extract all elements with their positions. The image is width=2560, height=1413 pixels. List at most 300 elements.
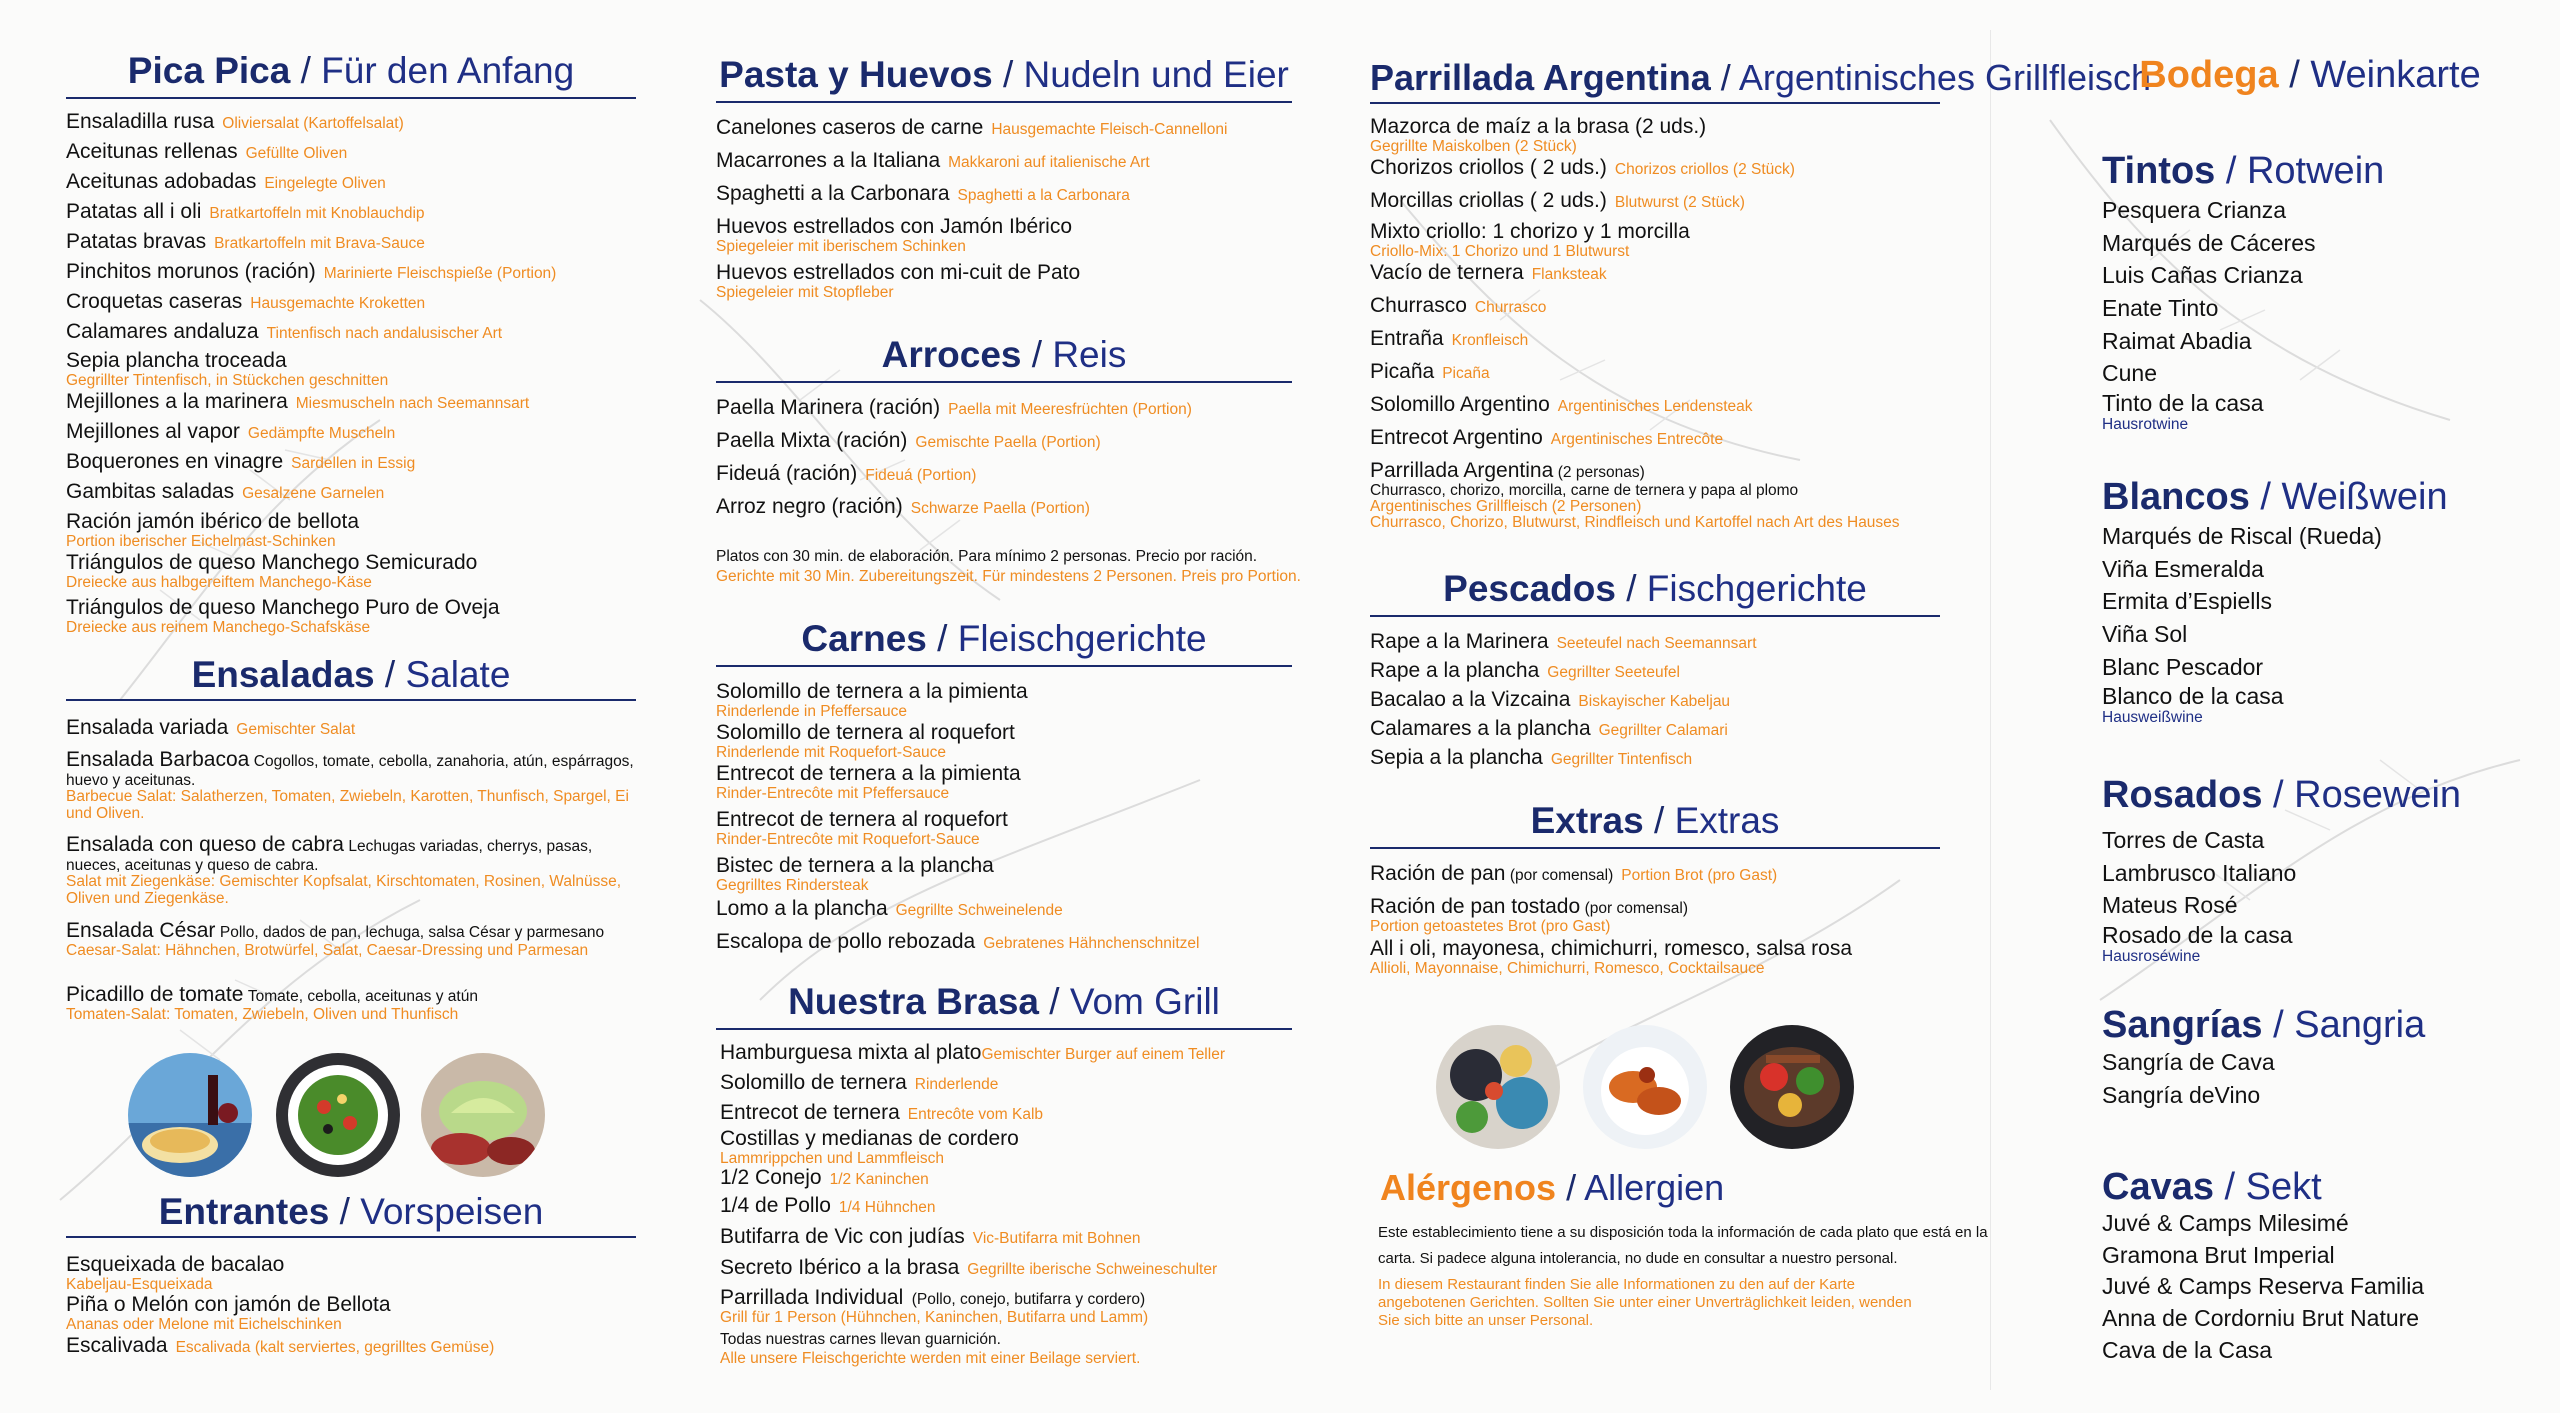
menu-item — [720, 1042, 1292, 1072]
menu-item — [720, 1072, 1292, 1102]
menu-list — [66, 111, 636, 638]
heading-es: Rosados — [2102, 774, 2263, 816]
dish-name: Gambitas saladas — [66, 480, 235, 503]
heading-de: Rotwein — [2246, 150, 2385, 192]
heading-de: Fischgerichte — [1646, 568, 1867, 609]
dish-translation: Gemischter Salat — [236, 721, 356, 738]
wine-item: Blanc Pescador — [2102, 653, 2264, 680]
wine-group-heading — [2102, 1006, 2425, 1044]
menu-item — [66, 231, 636, 261]
dish-translation: Gegrillte iberische Schweineschulter — [967, 1261, 1218, 1278]
wine-subnote: Hausroséwine — [2102, 947, 2201, 965]
wine-list — [2102, 194, 2384, 431]
dish-name: Picadillo de tomate — [66, 983, 244, 1006]
dish-translation: Argentinisches Lendensteak — [1557, 398, 1753, 415]
dish-translation: Criollo-Mix: 1 Chorizo und 1 Blutwurst — [1370, 242, 1630, 260]
dish-description: (por comensal) — [1509, 867, 1614, 884]
dish-translation: Seeteufel nach Seemannsart — [1556, 635, 1757, 652]
dish-translation: Gegrillter Calamari — [1598, 722, 1728, 739]
menu-item — [716, 397, 1292, 430]
dish-name: Mixto criollo: 1 chorizo y 1 morcilla — [1370, 220, 1690, 243]
menu-item — [66, 920, 636, 984]
dish-translation: Gemischte Paella (Portion) — [915, 434, 1101, 451]
heading-separator: / — [1049, 981, 1060, 1022]
wine-item: Viña Esmeralda — [2102, 555, 2264, 582]
dish-translation: Gefüllte Oliven — [245, 145, 348, 162]
dish-translation: Argentinisches Grillfleisch (2 Personen) — [1370, 497, 1642, 515]
menu-item — [1370, 747, 1940, 776]
wine-list — [2102, 520, 2448, 725]
dish-name: Paella Mixta (ración) — [716, 429, 908, 452]
heading-rule — [1370, 847, 1940, 849]
dish-translation: Barbecue Salat: Salatherzen, Tomaten, Zwiebeln, Karotten, Thunfisch, Spargel, Ei und Oliven. — [66, 788, 629, 822]
heading-es: Pica Pica — [127, 50, 291, 91]
wine-item: Sangría de Cava — [2102, 1049, 2275, 1075]
wine-item: Ermita d’Espiells — [2102, 588, 2272, 615]
heading-de: Weinkarte — [2310, 54, 2481, 96]
menu-item — [66, 834, 636, 920]
note-es: Todas nuestras carnes llevan guarnición. — [720, 1331, 1001, 1348]
heading-de: Sekt — [2245, 1166, 2322, 1208]
menu-list — [716, 117, 1292, 302]
dish-translation: Schwarze Paella (Portion) — [910, 500, 1090, 517]
heading-rule — [1370, 102, 1940, 104]
menu-item — [716, 855, 1292, 898]
menu-item — [1370, 157, 1940, 190]
wine-item: Raimat Abadia — [2102, 327, 2252, 354]
wine-item: Luis Cañas Crianza — [2102, 262, 2303, 289]
dish-name: Fideuá (ración) — [716, 462, 858, 485]
menu-item — [720, 1287, 1292, 1332]
bodega-heading — [2090, 56, 2530, 94]
menu-item — [1370, 938, 1940, 979]
dish-name: Croquetas caseras — [66, 290, 243, 313]
menu-item — [1370, 660, 1940, 689]
dish-name: Solomillo de ternera a la pimienta — [716, 680, 1028, 703]
dish-name: Triángulos de queso Manchego Semicurado — [66, 551, 478, 574]
dish-name: Escalopa de pollo rebozada — [716, 930, 976, 953]
menu-list — [716, 397, 1292, 529]
dish-name: Ensalada variada — [66, 716, 229, 739]
wine-item: Rosado de la casa — [2102, 921, 2293, 948]
dish-description: Tomate, cebolla, aceitunas y atún — [247, 988, 478, 1005]
menu-item — [66, 201, 636, 231]
dish-description: Churrasco, chorizo, morcilla, carne de ternera y papa al plomo — [1370, 481, 1799, 499]
dish-translation: Gegrilltes Rindersteak — [716, 876, 869, 894]
dish-translation: Gegrillter Tintenfisch, in Stückchen geschnitten — [66, 371, 389, 389]
dish-translation: Oliviersalat (Kartoffelsalat) — [222, 115, 404, 132]
heading-es: Sangrías — [2102, 1004, 2263, 1046]
section-carnes — [716, 620, 1292, 964]
heading-es: Tintos — [2102, 150, 2216, 192]
dish-name: Entrecot de ternera a la pimienta — [716, 762, 1021, 785]
dish-translation: Lammrippchen und Lammfleisch — [720, 1149, 944, 1167]
section-heading — [716, 620, 1292, 657]
section-heading — [66, 1193, 636, 1230]
dish-name: Canelones caseros de carne — [716, 116, 984, 139]
dish-name: Spaghetti a la Carbonara — [716, 182, 950, 205]
dish-name: Arroz negro (ración) — [716, 495, 903, 518]
menu-item — [66, 597, 636, 638]
dish-name: 1/4 de Pollo — [720, 1194, 831, 1217]
menu-item — [66, 1335, 636, 1365]
dish-name: Rape a la plancha — [1370, 659, 1540, 682]
dish-translation: Gegrillte Maiskolben (2 Stück) — [1370, 137, 1577, 155]
food-photo-mussels — [1436, 1025, 1560, 1149]
dish-name: Chorizos criollos ( 2 uds.) — [1370, 156, 1607, 179]
heading-es: Extras — [1530, 800, 1644, 841]
dish-translation: Tintenfisch nach andalusischer Art — [266, 325, 503, 342]
heading-separator: / — [1002, 54, 1014, 95]
dish-translation: Dreiecke aus reinem Manchego-Schafskäse — [66, 618, 371, 636]
wine-item: Gramona Brut Imperial — [2102, 1241, 2335, 1268]
section-pasta-huevos — [716, 56, 1292, 302]
dish-name: Boquerones en vinagre — [66, 450, 284, 473]
heading-separator: / — [1031, 334, 1043, 375]
menu-item — [716, 183, 1292, 216]
dish-name: Entrecot de ternera — [720, 1101, 900, 1124]
dish-name: Solomillo Argentino — [1370, 393, 1550, 416]
dish-translation: Marinierte Fleischspieße (Portion) — [323, 265, 557, 282]
wine-subnote: Hausweißwine — [2102, 708, 2203, 726]
dish-name: Patatas all i oli — [66, 200, 202, 223]
dish-name: Calamares a la plancha — [1370, 717, 1591, 740]
dish-name: Solomillo de ternera al roquefort — [716, 721, 1015, 744]
menu-item — [1370, 863, 1940, 896]
dish-name: Costillas y medianas de cordero — [720, 1127, 1019, 1150]
menu-item — [66, 481, 636, 511]
heading-de: Fleischgerichte — [957, 618, 1207, 659]
dish-name: Macarrones a la Italiana — [716, 149, 941, 172]
dish-translation: Portion getoastetes Brot (pro Gast) — [1370, 917, 1611, 935]
heading-separator: / — [300, 50, 311, 91]
menu-item — [1370, 328, 1940, 361]
section-entrantes — [66, 1193, 636, 1365]
menu-item — [1370, 190, 1940, 221]
menu-item — [716, 430, 1292, 463]
wine-group-sangrias — [2102, 1006, 2425, 1111]
dish-translation: Kronfleisch — [1451, 332, 1529, 349]
menu-item — [66, 171, 636, 201]
food-photo-melon-jamon — [421, 1053, 545, 1177]
dish-translation: Miesmuscheln nach Seemannsart — [295, 395, 530, 412]
dish-name: Hamburguesa mixta al plato — [720, 1041, 982, 1064]
heading-rule — [716, 1028, 1292, 1030]
menu-item — [1370, 116, 1940, 157]
dish-translation: Rinder-Entrecôte mit Pfeffersauce — [716, 784, 950, 802]
heading-de: Extras — [1674, 800, 1780, 841]
dish-translation: Gegrillte Schweinelende — [895, 902, 1063, 919]
dish-name: Escalivada — [66, 1334, 168, 1357]
dish-name: Aceitunas rellenas — [66, 140, 238, 163]
dish-translation: Caesar-Salat: Hähnchen, Brotwürfel, Salat, Caesar-Dressing und Parmesan — [66, 941, 589, 959]
wine-item: Juvé & Camps Milesimé — [2102, 1210, 2349, 1236]
heading-separator: / — [1720, 57, 1731, 98]
dish-name: Calamares andaluza — [66, 320, 259, 343]
dish-name: Solomillo de ternera — [720, 1071, 907, 1094]
heading-de: Weißwein — [2281, 476, 2448, 518]
dish-name: Huevos estrellados con mi-cuit de Pato — [716, 261, 1081, 284]
dish-description: Pollo, dados de pan, lechuga, salsa César y parmesano — [219, 924, 605, 941]
dish-translation: Sardellen in Essig — [291, 455, 416, 472]
wine-item: Torres de Casta — [2102, 827, 2265, 853]
heading-de: Sangria — [2294, 1004, 2426, 1046]
wine-item: Blanco de la casa — [2102, 683, 2284, 710]
menu-item — [1370, 262, 1940, 295]
dish-name: Lomo a la plancha — [716, 897, 888, 920]
dish-name: Bacalao a la Vizcaina — [1370, 688, 1571, 711]
heading-separator: / — [2224, 1166, 2236, 1208]
dish-translation: Paella mit Meeresfrüchten (Portion) — [948, 401, 1192, 418]
section-heading — [1370, 57, 2151, 98]
wine-group-heading — [2102, 152, 2384, 190]
heading-separator: / — [384, 654, 396, 695]
heading-es: Entrantes — [158, 1191, 330, 1232]
dish-name: Paella Marinera (ración) — [716, 396, 941, 419]
menu-item — [66, 421, 636, 451]
dish-name: Ración de pan tostado — [1370, 895, 1581, 918]
section-extras — [1370, 802, 1940, 979]
dish-name: Mejillones a la marinera — [66, 390, 288, 413]
dish-name: Entrecot de ternera al roquefort — [716, 808, 1008, 831]
dish-translation: Gedämpfte Muscheln — [247, 425, 396, 442]
menu-list — [1370, 116, 1940, 536]
dish-name: Triángulos de queso Manchego Puro de Oveja — [66, 596, 500, 619]
wine-item: Viña Sol — [2102, 620, 2188, 647]
dish-name: Mazorca de maíz a la brasa (2 uds.) — [1370, 115, 1707, 138]
menu-list — [66, 1254, 636, 1365]
dish-description: (2 personas) — [1557, 464, 1645, 481]
dish-translation: Gesalzene Garnelen — [242, 485, 385, 502]
menu-item — [716, 117, 1292, 150]
heading-es: Pasta y Huevos — [719, 54, 993, 95]
menu-item — [66, 1254, 636, 1294]
dish-name: 1/2 Conejo — [720, 1166, 822, 1189]
heading-de: Rosewein — [2294, 774, 2462, 816]
note-de: Gerichte mit 30 Min. Zubereitungszeit. Für mindestens 2 Personen. Preis pro Portion. — [716, 568, 1301, 586]
note-es: Platos con 30 min. de elaboración. Para mínimo 2 personas. Precio por ración. — [716, 548, 1258, 565]
allergen-text-de: In diesem Restaurant finden Sie alle Informationen zu den auf der Karte angebotenen Gerichten. Sollten Sie unter einer Unverträglichkeit leiden, wenden Sie sich bitte an unser Personal. — [1378, 1275, 1912, 1329]
section-ensaladas — [66, 656, 636, 1024]
dish-name: Ración jamón ibérico de bellota — [66, 510, 360, 533]
dish-translation: Biskayischer Kabeljau — [1578, 693, 1731, 710]
menu-item — [716, 216, 1292, 262]
wine-group-heading — [2102, 1168, 2424, 1206]
food-photo-grill — [1730, 1025, 1854, 1149]
dish-translation: Salat mit Ziegenkäse: Gemischter Kopfsalat, Kirschtomaten, Rosinen, Walnüsse, Oliven und Ziegenkäse. — [66, 873, 622, 907]
menu-item — [716, 931, 1292, 964]
heading-rule — [66, 97, 636, 99]
dish-name: Morcillas criollas ( 2 uds.) — [1370, 189, 1607, 212]
heading-es: Bodega — [2139, 54, 2279, 96]
dish-name: Esqueixada de bacalao — [66, 1253, 285, 1276]
heading-es: Alérgenos — [1380, 1167, 1557, 1208]
dish-name: Mejillones al vapor — [66, 420, 240, 443]
dish-name: All i oli, mayonesa, chimichurri, romesco, salsa rosa — [1370, 937, 1852, 960]
dish-translation: Rinderlende mit Roquefort-Sauce — [716, 743, 947, 761]
menu-item — [720, 1167, 1292, 1195]
dish-translation: Portion iberischer Eichelmast-Schinken — [66, 532, 336, 550]
menu-item — [716, 681, 1292, 722]
dish-translation: Bratkartoffeln mit Brava-Sauce — [214, 235, 425, 252]
dish-translation: 1/2 Kaninchen — [829, 1171, 929, 1188]
heading-es: Nuestra Brasa — [788, 981, 1039, 1022]
dish-translation: Escalivada (kalt serviertes, gegrilltes Gemüse) — [175, 1339, 495, 1356]
dish-translation: Vic-Butifarra mit Bohnen — [972, 1230, 1141, 1247]
heading-es: Arroces — [881, 334, 1022, 375]
section-heading — [66, 656, 636, 693]
menu-item — [1370, 460, 1940, 536]
wine-item: Pesquera Crianza — [2102, 197, 2287, 223]
heading-separator: / — [2273, 774, 2284, 816]
dish-translation: Kabeljau-Esqueixada — [66, 1275, 213, 1293]
dish-translation: Gegrillter Tintenfisch — [1550, 751, 1693, 768]
dish-name: Secreto Ibérico a la brasa — [720, 1256, 960, 1279]
heading-es: Carnes — [801, 618, 927, 659]
heading-es: Ensaladas — [191, 654, 375, 695]
menu-item — [1370, 427, 1940, 460]
column-divider — [1990, 30, 1991, 1390]
dish-translation: Gemischter Burger auf einem Teller — [981, 1046, 1225, 1063]
heading-rule — [66, 1236, 636, 1238]
section-heading — [66, 52, 636, 89]
heading-de: Reis — [1052, 334, 1127, 375]
menu-item — [66, 321, 636, 350]
wine-group-rosados — [2102, 776, 2461, 964]
dish-translation: Bratkartoffeln mit Knoblauchdip — [209, 205, 425, 222]
dish-translation: Entrecôte vom Kalb — [907, 1106, 1044, 1123]
dish-name: Churrasco — [1370, 294, 1467, 317]
dish-name: Picaña — [1370, 360, 1435, 383]
dish-description: (por comensal) — [1584, 900, 1688, 917]
dish-name: Patatas bravas — [66, 230, 207, 253]
dish-name: Ensalada Barbacoa — [66, 748, 250, 771]
dish-translation: Blutwurst (2 Stück) — [1614, 194, 1745, 211]
dish-translation: Argentinisches Entrecôte — [1550, 431, 1724, 448]
menu-item — [66, 1294, 636, 1335]
wine-group-heading — [2102, 776, 2461, 814]
section-heading — [1370, 570, 1940, 607]
dish-translation: Rinder-Entrecôte mit Roquefort-Sauce — [716, 830, 980, 848]
dish-description: Lechugas variadas, cherrys, pasas, nueces, aceitunas y queso de cabra. — [66, 838, 593, 874]
dish-translation: Rinderlende — [914, 1076, 999, 1093]
dish-name: Huevos estrellados con Jamón Ibérico — [716, 215, 1073, 238]
heading-es: Parrillada Argentina — [1370, 57, 1711, 98]
menu-item — [66, 111, 636, 141]
heading-rule — [716, 665, 1292, 667]
menu-item — [66, 391, 636, 421]
menu-item — [1370, 361, 1940, 394]
dish-name: Aceitunas adobadas — [66, 170, 257, 193]
dish-name: Entrecot Argentino — [1370, 426, 1543, 449]
menu-item — [1370, 689, 1940, 718]
dish-name: Vacío de ternera — [1370, 261, 1524, 284]
heading-separator: / — [1654, 800, 1665, 841]
wine-group-tintos — [2102, 152, 2384, 431]
dish-translation: Hausgemachte Fleisch-Cannelloni — [991, 121, 1228, 138]
heading-separator: / — [1566, 1167, 1577, 1208]
menu-item — [66, 984, 636, 1024]
heading-de: Vorspeisen — [360, 1191, 544, 1232]
menu-item — [66, 291, 636, 321]
wine-group-cavas — [2102, 1168, 2424, 1367]
wine-item: Mateus Rosé — [2102, 892, 2238, 919]
menu-item — [720, 1128, 1292, 1167]
dish-name: Ensalada con queso de cabra — [66, 833, 344, 856]
section-heading — [716, 336, 1292, 373]
dish-translation: Picaña — [1442, 365, 1490, 382]
dish-name: Ración de pan — [1370, 862, 1506, 885]
wine-item: Cava de la Casa — [2102, 1336, 2273, 1363]
menu-item — [66, 141, 636, 171]
section-nuestra-brasa — [716, 983, 1292, 1367]
menu-item — [716, 262, 1292, 302]
dish-translation: Dreiecke aus halbgereiftem Manchego-Käse — [66, 573, 372, 591]
heading-de: Für den Anfang — [321, 50, 575, 91]
dish-translation: Spiegeleier mit iberischem Schinken — [716, 237, 966, 255]
section-pica-pica — [66, 52, 636, 638]
heading-rule — [66, 699, 636, 701]
dish-name: Sepia plancha troceada — [66, 349, 287, 372]
dish-translation: Rinderlende in Pfeffersauce — [716, 702, 908, 720]
dish-name: Parrillada Individual — [720, 1286, 904, 1309]
menu-list — [1370, 863, 1940, 979]
menu-item — [716, 809, 1292, 855]
menu-item — [1370, 896, 1940, 938]
menu-item — [1370, 631, 1940, 660]
menu-item — [1370, 718, 1940, 747]
menu-list — [716, 1042, 1292, 1332]
dish-name: Sepia a la plancha — [1370, 746, 1543, 769]
menu-item — [66, 451, 636, 481]
menu-item — [720, 1195, 1292, 1226]
heading-rule — [716, 101, 1292, 103]
menu-item — [1370, 295, 1940, 328]
dish-description: Cogollos, tomate, cebolla, zanahoria, atún, espárragos, huevo y aceitunas. — [66, 753, 634, 789]
wine-group-heading — [2102, 478, 2448, 516]
dish-name: Piña o Melón con jamón de Bellota — [66, 1293, 391, 1316]
dish-translation: Portion Brot (pro Gast) — [1621, 867, 1778, 884]
section-heading — [716, 983, 1292, 1020]
dish-name: Ensaladilla rusa — [66, 110, 215, 133]
dish-translation: Gebratenes Hähnchenschnitzel — [983, 935, 1200, 952]
section-heading — [1370, 802, 1940, 839]
menu-item — [1370, 221, 1940, 262]
menu-item — [716, 722, 1292, 763]
menu-list — [66, 717, 636, 1024]
dish-name: Butifarra de Vic con judías — [720, 1225, 965, 1248]
wine-item: Anna de Cordorniu Brut Nature — [2102, 1305, 2420, 1332]
heading-separator: / — [937, 618, 948, 659]
dish-translation: Makkaroni auf italienische Art — [948, 154, 1150, 171]
heading-separator: / — [2260, 476, 2271, 518]
heading-es: Blancos — [2102, 476, 2250, 518]
menu-item — [720, 1226, 1292, 1257]
menu-item — [66, 717, 636, 749]
menu-item — [716, 150, 1292, 183]
dish-name: Pinchitos morunos (ración) — [66, 260, 316, 283]
menu-item — [716, 463, 1292, 496]
section-pescados — [1370, 570, 1940, 776]
section-arroces — [716, 334, 1301, 587]
section-heading — [716, 56, 1292, 93]
dish-description: (Pollo, conejo, butifarra y cordero) — [911, 1291, 1146, 1308]
menu-item — [66, 261, 636, 291]
dish-name: Ensalada César — [66, 919, 216, 942]
note-de: Alle unsere Fleischgerichte werden mit einer Beilage serviert. — [720, 1350, 1141, 1368]
dish-name: Bistec de ternera a la plancha — [716, 854, 994, 877]
dish-translation: Ananas oder Melone mit Eichelschinken — [66, 1315, 342, 1333]
